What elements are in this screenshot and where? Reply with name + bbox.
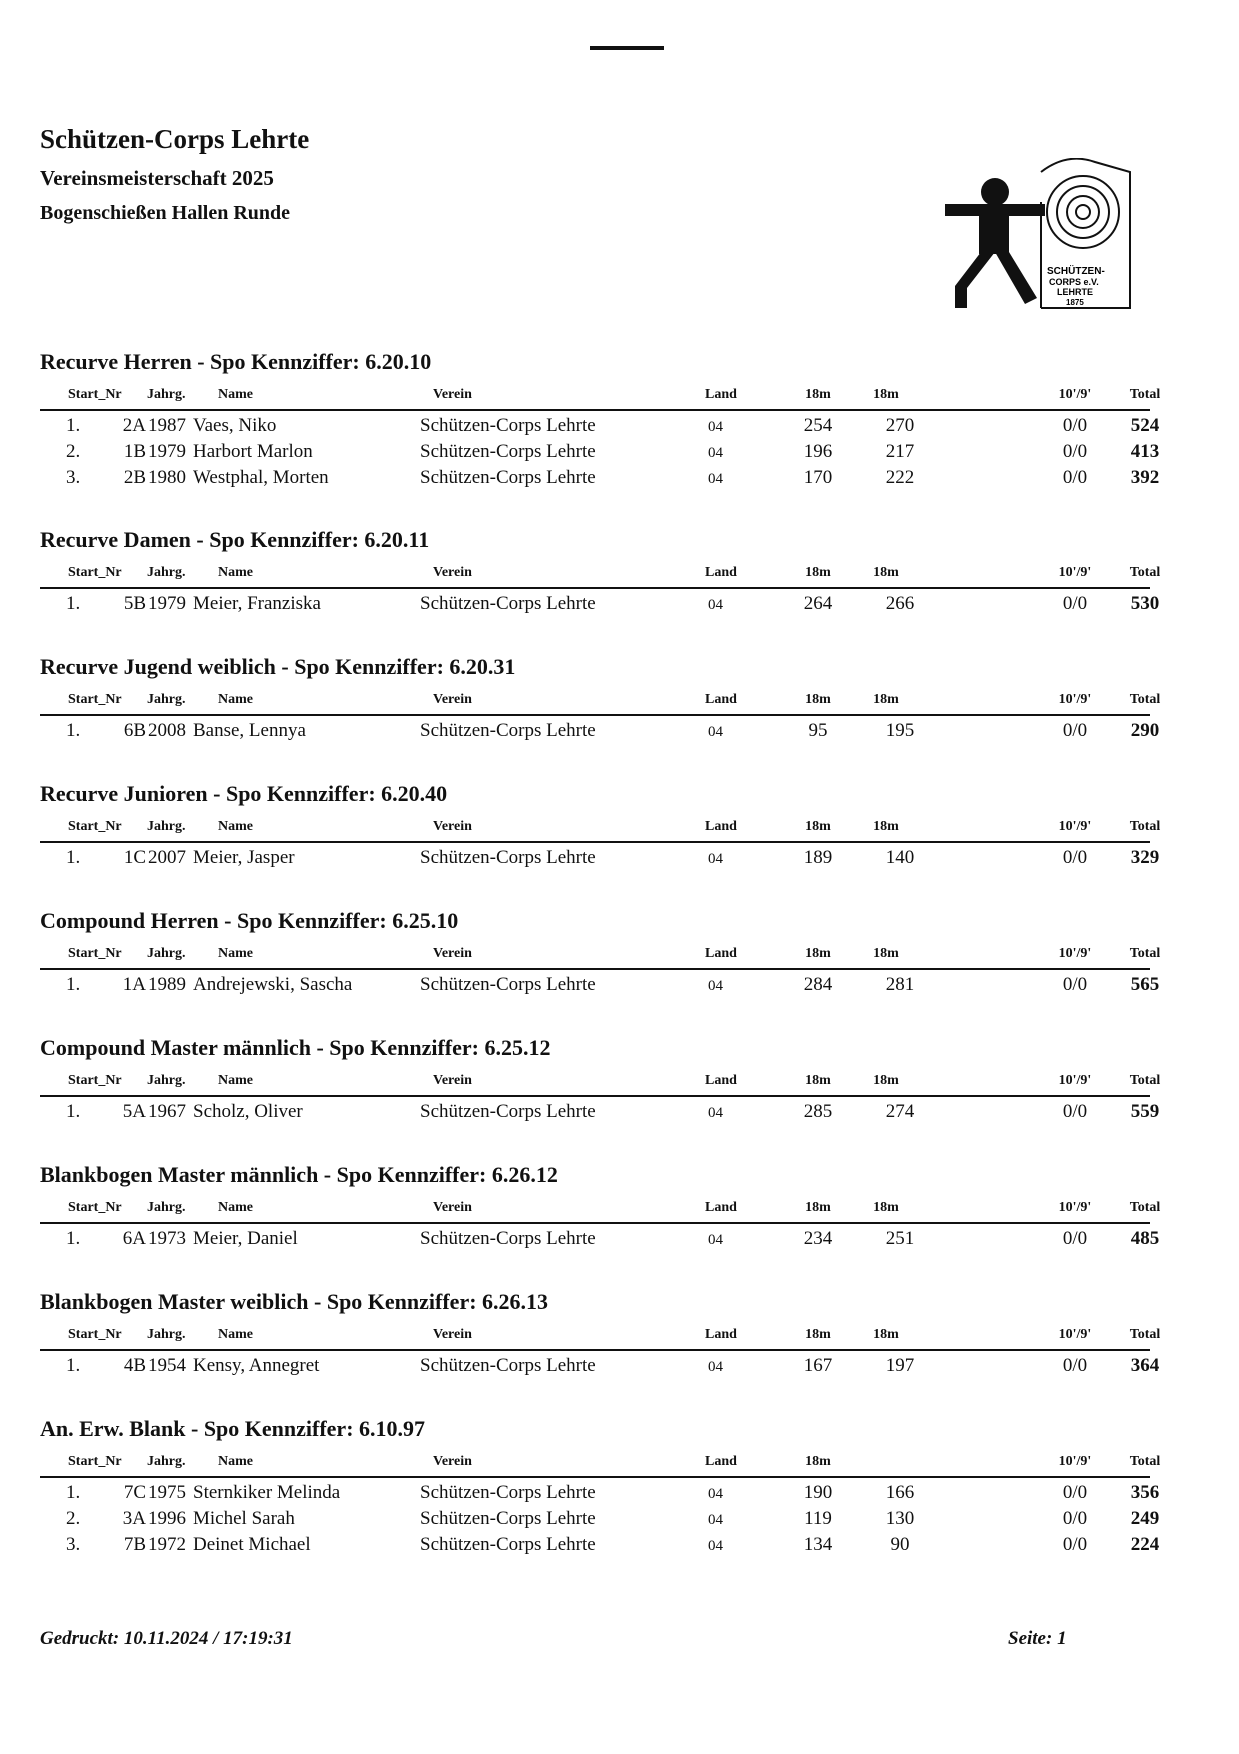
score-1: 170: [803, 467, 833, 488]
col-land: Land: [705, 1200, 737, 1215]
year: 1979: [148, 441, 186, 462]
total: 565: [1130, 974, 1160, 995]
total: 559: [1130, 1101, 1160, 1122]
col-s1: 18m: [805, 692, 831, 707]
score-2: 197: [885, 1355, 915, 1376]
table-row: [40, 1351, 1160, 1377]
verein: Schützen-Corps Lehrte: [420, 593, 596, 614]
start-nr: 6B: [123, 720, 146, 741]
section-title: Recurve Damen - Spo Kennziffer: 6.20.11: [40, 527, 430, 552]
section-title: Compound Herren - Spo Kennziffer: 6.25.10: [40, 908, 459, 933]
rank: 1.: [66, 1101, 81, 1122]
col-year: Jahrg.: [147, 692, 186, 707]
table-row: [40, 463, 1160, 489]
total: 392: [1130, 467, 1160, 488]
score-1: 167: [803, 1355, 833, 1376]
total: 249: [1130, 1508, 1160, 1529]
col-verein: Verein: [433, 1073, 472, 1088]
col-land: Land: [705, 1073, 737, 1088]
score-1: 264: [803, 593, 833, 614]
verein: Schützen-Corps Lehrte: [420, 467, 596, 488]
table-row: [40, 589, 1160, 615]
event-title: Vereinsmeisterschaft 2025: [40, 166, 274, 190]
name: Meier, Jasper: [193, 847, 295, 868]
table-row: [40, 1504, 1160, 1530]
logo-text-1: SCHÜTZEN-: [1047, 266, 1105, 277]
score-1: 95: [808, 720, 828, 741]
name: Meier, Daniel: [193, 1228, 298, 1249]
score-1: 189: [803, 847, 833, 868]
table-header: [40, 383, 1161, 411]
table-row: [40, 411, 1160, 437]
tens-nines: 0/0: [1062, 1534, 1088, 1555]
tens-nines: 0/0: [1062, 974, 1088, 995]
verein: Schützen-Corps Lehrte: [420, 415, 596, 436]
start-nr: 4B: [123, 1355, 146, 1376]
land: 04: [708, 1538, 723, 1554]
col-name: Name: [218, 1200, 253, 1215]
start-nr: 5B: [123, 593, 146, 614]
tens-nines: 0/0: [1062, 720, 1088, 741]
rank: 1.: [66, 974, 81, 995]
score-2: 222: [885, 467, 915, 488]
col-verein: Verein: [433, 946, 472, 961]
year: 1972: [148, 1534, 186, 1555]
tens-nines: 0/0: [1062, 1482, 1088, 1503]
rank: 1.: [66, 1482, 81, 1503]
col-name: Name: [218, 1073, 253, 1088]
score-1: 134: [803, 1534, 833, 1555]
col-start: Start_Nr: [68, 387, 122, 402]
land: 04: [708, 419, 723, 435]
total: 524: [1130, 415, 1160, 436]
col-year: Jahrg.: [147, 1200, 186, 1215]
section-an-erw-blank: [40, 1414, 1161, 1556]
col-total: Total: [1129, 565, 1161, 580]
col-s2: 18m: [873, 1200, 899, 1215]
col-land: Land: [705, 1454, 737, 1469]
col-total: Total: [1129, 1073, 1161, 1088]
col-start: Start_Nr: [68, 946, 122, 961]
rank: 3.: [66, 1534, 81, 1555]
table-header: [40, 1196, 1161, 1224]
col-total: Total: [1129, 1200, 1161, 1215]
land: 04: [708, 471, 723, 487]
rank: 1.: [66, 1228, 81, 1249]
score-2: 274: [885, 1101, 915, 1122]
year: 1975: [148, 1482, 186, 1503]
tens-nines: 0/0: [1062, 1101, 1088, 1122]
name: Kensy, Annegret: [193, 1355, 320, 1376]
rank: 1.: [66, 847, 81, 868]
col-land: Land: [705, 692, 737, 707]
score-1: 285: [803, 1101, 833, 1122]
score-1: 254: [803, 415, 833, 436]
score-1: 284: [803, 974, 833, 995]
score-1: 119: [804, 1508, 832, 1529]
name: Banse, Lennya: [193, 720, 306, 741]
col-name: Name: [218, 1454, 253, 1469]
col-year: Jahrg.: [147, 1454, 186, 1469]
col-name: Name: [218, 819, 253, 834]
col-s2: 18m: [873, 1073, 899, 1088]
tens-nines: 0/0: [1062, 441, 1088, 462]
col-year: Jahrg.: [147, 819, 186, 834]
table-row: [40, 437, 1160, 463]
col-start: Start_Nr: [68, 819, 122, 834]
rank: 2.: [66, 1508, 81, 1529]
col-x: 10'/9': [1058, 819, 1092, 834]
total: 290: [1130, 720, 1160, 741]
tens-nines: 0/0: [1062, 1355, 1088, 1376]
rank: 1.: [66, 720, 81, 741]
verein: Schützen-Corps Lehrte: [420, 1101, 596, 1122]
col-start: Start_Nr: [68, 1200, 122, 1215]
start-nr: 1C: [123, 847, 146, 868]
verein: Schützen-Corps Lehrte: [420, 974, 596, 995]
name: Harbort Marlon: [193, 441, 313, 462]
table-header: [40, 1323, 1161, 1351]
col-s2: 18m: [873, 692, 899, 707]
section-compound-herren: [40, 906, 1161, 996]
logo-text-4: 1875: [1066, 298, 1084, 307]
section-title: Recurve Herren - Spo Kennziffer: 6.20.10: [40, 349, 432, 374]
land: 04: [708, 1486, 723, 1502]
total: 356: [1130, 1482, 1160, 1503]
col-verein: Verein: [433, 387, 472, 402]
score-1: 234: [803, 1228, 833, 1249]
col-name: Name: [218, 565, 253, 580]
total: 329: [1130, 847, 1160, 868]
start-nr: 1A: [122, 974, 146, 995]
score-1: 196: [803, 441, 833, 462]
col-verein: Verein: [433, 565, 472, 580]
col-x: 10'/9': [1058, 946, 1092, 961]
section-title: An. Erw. Blank - Spo Kennziffer: 6.10.97: [40, 1416, 426, 1441]
col-name: Name: [218, 692, 253, 707]
col-s1: 18m: [805, 565, 831, 580]
land: 04: [708, 978, 723, 994]
start-nr: 5A: [122, 1101, 146, 1122]
verein: Schützen-Corps Lehrte: [420, 1355, 596, 1376]
col-total: Total: [1129, 819, 1161, 834]
verein: Schützen-Corps Lehrte: [420, 441, 596, 462]
col-start: Start_Nr: [68, 1073, 122, 1088]
start-nr: 1B: [123, 441, 146, 462]
table-row: [40, 1097, 1160, 1123]
year: 1979: [148, 593, 186, 614]
total: 530: [1130, 593, 1160, 614]
year: 1989: [148, 974, 186, 995]
section-blankbogen-master-weiblich: [40, 1287, 1161, 1377]
section-title: Recurve Jugend weiblich - Spo Kennziffer: 6.20.31: [40, 654, 516, 679]
col-s2: 18m: [873, 946, 899, 961]
col-x: 10'/9': [1058, 1200, 1092, 1215]
table-header: [40, 1450, 1161, 1478]
col-x: 10'/9': [1058, 1327, 1092, 1342]
col-total: Total: [1129, 1454, 1161, 1469]
total: 364: [1130, 1355, 1160, 1376]
rank: 1.: [66, 593, 81, 614]
land: 04: [708, 724, 723, 740]
col-total: Total: [1129, 1327, 1161, 1342]
table-row: [40, 716, 1160, 742]
col-total: Total: [1129, 387, 1161, 402]
table-header: [40, 942, 1161, 970]
col-x: 10'/9': [1058, 387, 1092, 402]
year: 1967: [148, 1101, 186, 1122]
table-row: [40, 1478, 1160, 1504]
total: 413: [1130, 441, 1160, 462]
col-total: Total: [1129, 692, 1161, 707]
col-name: Name: [218, 1327, 253, 1342]
year: 2008: [148, 720, 186, 741]
land: 04: [708, 1105, 723, 1121]
year: 1996: [148, 1508, 186, 1529]
verein: Schützen-Corps Lehrte: [420, 1228, 596, 1249]
name: Vaes, Niko: [193, 415, 277, 436]
col-x: 10'/9': [1058, 1454, 1092, 1469]
col-year: Jahrg.: [147, 946, 186, 961]
score-2: 140: [885, 847, 915, 868]
land: 04: [708, 1232, 723, 1248]
total: 485: [1130, 1228, 1160, 1249]
col-land: Land: [705, 819, 737, 834]
col-s1: 18m: [805, 946, 831, 961]
score-2: 166: [885, 1482, 915, 1503]
col-verein: Verein: [433, 819, 472, 834]
table-header: [40, 688, 1161, 716]
verein: Schützen-Corps Lehrte: [420, 1534, 596, 1555]
col-s1: 18m: [805, 1073, 831, 1088]
table-row: [40, 1224, 1160, 1250]
tens-nines: 0/0: [1062, 415, 1088, 436]
col-land: Land: [705, 387, 737, 402]
section-blankbogen-master-maennlich: [40, 1160, 1161, 1250]
start-nr: 2B: [123, 467, 146, 488]
year: 1987: [148, 415, 186, 436]
col-s1: 18m: [805, 387, 831, 402]
section-title: Blankbogen Master männlich - Spo Kennziffer: 6.26.12: [40, 1162, 558, 1187]
top-dash: [590, 46, 664, 50]
section-title: Recurve Junioren - Spo Kennziffer: 6.20.40: [40, 781, 448, 806]
col-s2: 18m: [873, 819, 899, 834]
col-s1: 18m: [805, 1327, 831, 1342]
col-name: Name: [218, 946, 253, 961]
col-start: Start_Nr: [68, 692, 122, 707]
col-verein: Verein: [433, 692, 472, 707]
name: Meier, Franziska: [193, 593, 321, 614]
land: 04: [708, 445, 723, 461]
rank: 3.: [66, 467, 81, 488]
year: 1980: [148, 467, 186, 488]
section-title: Compound Master männlich - Spo Kennziffer: 6.25.12: [40, 1035, 551, 1060]
name: Scholz, Oliver: [193, 1101, 303, 1122]
start-nr: 7B: [123, 1534, 146, 1555]
col-land: Land: [705, 946, 737, 961]
name: Michel Sarah: [193, 1508, 295, 1529]
col-verein: Verein: [433, 1454, 472, 1469]
score-2: 281: [885, 974, 915, 995]
name: Westphal, Morten: [193, 467, 329, 488]
tens-nines: 0/0: [1062, 847, 1088, 868]
table-row: [40, 970, 1160, 996]
section-compound-master-maennlich: [40, 1033, 1161, 1123]
tens-nines: 0/0: [1062, 593, 1088, 614]
rank: 2.: [66, 441, 81, 462]
col-year: Jahrg.: [147, 1327, 186, 1342]
col-year: Jahrg.: [147, 1073, 186, 1088]
section-title: Blankbogen Master weiblich - Spo Kennziffer: 6.26.13: [40, 1289, 549, 1314]
col-start: Start_Nr: [68, 1454, 122, 1469]
col-x: 10'/9': [1058, 565, 1092, 580]
tens-nines: 0/0: [1062, 1228, 1088, 1249]
year: 1973: [148, 1228, 186, 1249]
discipline-title: Bogenschießen Hallen Runde: [40, 202, 291, 224]
col-verein: Verein: [433, 1327, 472, 1342]
year: 1954: [148, 1355, 186, 1376]
logo-text-2: CORPS e.V.: [1049, 277, 1099, 287]
section-recurve-jugend-weiblich: [40, 652, 1161, 742]
tens-nines: 0/0: [1062, 1508, 1088, 1529]
name: Sternkiker Melinda: [193, 1482, 341, 1503]
name: Andrejewski, Sascha: [193, 974, 353, 995]
section-recurve-damen: [40, 525, 1161, 615]
logo-text-3: LEHRTE: [1057, 287, 1093, 297]
col-x: 10'/9': [1058, 692, 1092, 707]
verein: Schützen-Corps Lehrte: [420, 847, 596, 868]
rank: 1.: [66, 415, 81, 436]
land: 04: [708, 1512, 723, 1528]
verein: Schützen-Corps Lehrte: [420, 1508, 596, 1529]
score-2: 217: [885, 441, 915, 462]
tens-nines: 0/0: [1062, 467, 1088, 488]
total: 224: [1130, 1534, 1160, 1555]
score-1: 190: [803, 1482, 833, 1503]
land: 04: [708, 851, 723, 867]
table-row: [40, 1530, 1160, 1556]
start-nr: 2A: [122, 415, 146, 436]
col-land: Land: [705, 565, 737, 580]
score-2: 130: [885, 1508, 915, 1529]
start-nr: 3A: [122, 1508, 146, 1529]
table-row: [40, 843, 1160, 869]
page-number: Seite: 1: [1008, 1628, 1067, 1649]
rank: 1.: [66, 1355, 81, 1376]
col-start: Start_Nr: [68, 1327, 122, 1342]
table-header: [40, 561, 1161, 589]
club-title: Schützen-Corps Lehrte: [40, 124, 310, 154]
start-nr: 7C: [123, 1482, 146, 1503]
col-total: Total: [1129, 946, 1161, 961]
start-nr: 6A: [122, 1228, 146, 1249]
table-header: [40, 815, 1161, 843]
verein: Schützen-Corps Lehrte: [420, 1482, 596, 1503]
score-2: 251: [885, 1228, 915, 1249]
score-2: 195: [885, 720, 915, 741]
land: 04: [708, 1359, 723, 1375]
name: Deinet Michael: [193, 1534, 311, 1555]
verein: Schützen-Corps Lehrte: [420, 720, 596, 741]
col-x: 10'/9': [1058, 1073, 1092, 1088]
printed-timestamp: Gedruckt: 10.11.2024 / 17:19:31: [40, 1628, 293, 1649]
year: 2007: [148, 847, 186, 868]
land: 04: [708, 597, 723, 613]
col-land: Land: [705, 1327, 737, 1342]
col-s1: 18m: [805, 1200, 831, 1215]
col-s2: 18m: [873, 565, 899, 580]
section-recurve-junioren: [40, 779, 1161, 869]
score-2: 90: [890, 1534, 910, 1555]
col-verein: Verein: [433, 1200, 472, 1215]
table-header: [40, 1069, 1161, 1097]
col-s2: 18m: [873, 1327, 899, 1342]
col-s2: 18m: [873, 387, 899, 402]
col-s1: 18m: [805, 819, 831, 834]
col-name: Name: [218, 387, 253, 402]
club-logo: [945, 158, 1145, 316]
col-year: Jahrg.: [147, 387, 186, 402]
section-recurve-herren: [40, 347, 1161, 489]
col-start: Start_Nr: [68, 565, 122, 580]
score-2: 266: [885, 593, 915, 614]
col-year: Jahrg.: [147, 565, 186, 580]
col-s1: 18m: [805, 1454, 831, 1469]
score-2: 270: [885, 415, 915, 436]
